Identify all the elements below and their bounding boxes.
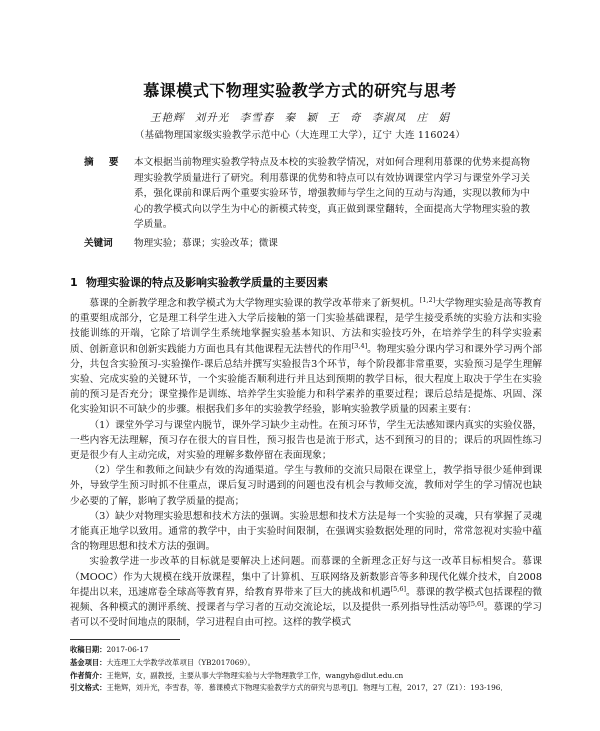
text-run: 实验教学进一步改革的目标就是要解决上述问题。而慕课的全新理念正好与这一改革目标相契合。慕课（MOOC）作为大规模在线开放课程，集中了计算机、互联网络及新数影音等多种现代化媒介技术，自2008年提出以来，迅速席卷全球高等教育界，给教育界带来了巨大的挑战和机遇: [70, 556, 542, 598]
text-run: 。慕课的学习者可以不受时间地点的限制，学习进程自由可控。这样的教学模式: [70, 602, 543, 629]
text-run: 慕课的全新教学理念和教学模式为大学物理实验课的教学改革带来了新契机。: [89, 298, 420, 309]
text-run: 。慕课的教学模式包括课程的微视频、各种模式的测评系统、授课者与学习者的互动交流论坛，以及提供一系列指导性活动等: [70, 586, 543, 614]
keywords-label: 关键词: [84, 238, 113, 249]
section-number: 1: [70, 276, 78, 289]
footnote-label: 基金项目：: [70, 657, 107, 667]
abstract-block: [84, 155, 530, 233]
footnote-citation: [70, 682, 542, 695]
paragraph: [70, 554, 542, 630]
section-heading: [70, 274, 540, 290]
text-run: 大学物理实验是高等教育的重要组成部分，它是理工科学生进入大学后接触的第一门实验基础课程，是学生接受系统的实验方法和实验技能训练的开端，它除了培训学生系统地掌握实验基本知识、方法和实验技巧外，在培养学生的科学实验素质、创新意识和创新实践能力方面也具有其他课程无法替代的作用: [70, 298, 543, 355]
footnote-author: [70, 670, 542, 683]
footnote-text: 大连理工大学教学改革项目（YB2017069）。: [106, 657, 255, 667]
citation: [5,6]: [390, 584, 406, 593]
author-list: 王艳辉 刘升光 李雪春 秦 颖 王 奇 李淑凤 庄 娟: [149, 112, 451, 124]
footnote-received: [70, 644, 542, 657]
paper-title: 慕课模式下物理实验教学方式的研究与思考: [143, 81, 457, 100]
list-item: （1）课堂外学习与课堂内脱节，课外学习缺少主动性。在预习环节，学生无法感知课内真实的实验仪器，一些内容无法理解，预习存在很大的盲目性，预习报告也是流于形式，达不到预习的目的；课后的巩固性练习更是很少有人主动完成，对实验的理解多数停留在表面现象；: [70, 419, 542, 462]
list-item: （3）缺少对物理实验思想和技术方法的强调。实验思想和技术方法是每一个实验的灵魂，只有掌握了灵魂才能真正地学以致用。通常的教学中，由于实验时间限制，在强调实验数据处理的同时，常常忽视对实验中蕴含的物理思想和技术方法的强调。: [70, 510, 542, 553]
footnote-label: 作者简介：: [70, 670, 107, 680]
keywords-block: [84, 235, 530, 249]
footnotes: [70, 644, 542, 695]
footnote-label: 收稿日期：: [70, 645, 107, 654]
footnote-label: 引文格式：: [70, 683, 107, 693]
abstract-label: 摘 要: [84, 157, 125, 168]
keywords-text: 物理实验；慕课；实验改革；微课: [134, 238, 278, 249]
footnote-divider: [70, 639, 180, 640]
affiliation: （基础物理国家级实验教学示范中心（大连理工大学），辽宁 大连 116024）: [134, 130, 466, 141]
citation: [3,4]: [351, 341, 368, 350]
abstract-text: 本文根据当前物理实验教学特点及本校的实验教学情况，对如何合理利用慕课的优势来提高物理实验教学质量进行了研究。利用慕课的优势和特点可以有效协调课堂内学习与课堂外学习关系，强化课前和课后两个重要实验环节，增强教师与学生之间的互动与沟通，实现以教师为中心的教学模式向以学生为中心的新模式转变，真正做到课堂翻转，全面提高大学物理实验的教学质量。: [134, 157, 530, 230]
footnote-text: 王艳辉，女，副教授，主要从事大学物理实验与大学物理教学工作，wangyh@dlut.edu.cn: [106, 670, 404, 680]
citation: [5,6]: [468, 599, 484, 608]
list-item: （2）学生和教师之间缺少有效的沟通渠道。学生与教师的交流只局限在课堂上，教学指导很少延伸到课外，导致学生预习时抓不住重点，课后复习时遇到的问题也没有机会与教师交流，教师对学生的学习情况也缺少必要的了解，影响了教学质量的提高；: [70, 465, 542, 507]
paragraph: [70, 296, 542, 418]
body-text: [70, 296, 542, 630]
footnote-fund: [70, 657, 542, 670]
section-title: 物理实验课的特点及影响实验教学质量的主要因素: [86, 276, 328, 289]
citation: [1,2]: [419, 295, 436, 304]
text-run: 。物理实验分课内学习和课外学习两个部分，共包含实验预习-实验操作-课后总结并撰写实验报告3个环节，每个阶段都非常重要，实验预习是学生理解实验、完成实验的关键环节，一个实验能否顺利进行并且达到预期的教学目标，很大程度上取决于学生在实验前的预习是否充分；课堂操作是训练、培养学生实验能力和科学素养的重要过程；课后总结是提炼、巩固、深化实验知识不可缺少的步骤。根据我们多年的实验教学经验，影响实验教学质量的因素主要有：: [70, 343, 542, 416]
footnote-text: 王艳辉，刘升光，李雪春，等．慕课模式下物理实验教学方式的研究与思考[J]．物理与工程，2017，27（Z1）：193-196．: [106, 683, 508, 693]
footnote-text: 2017-06-17: [106, 645, 149, 654]
